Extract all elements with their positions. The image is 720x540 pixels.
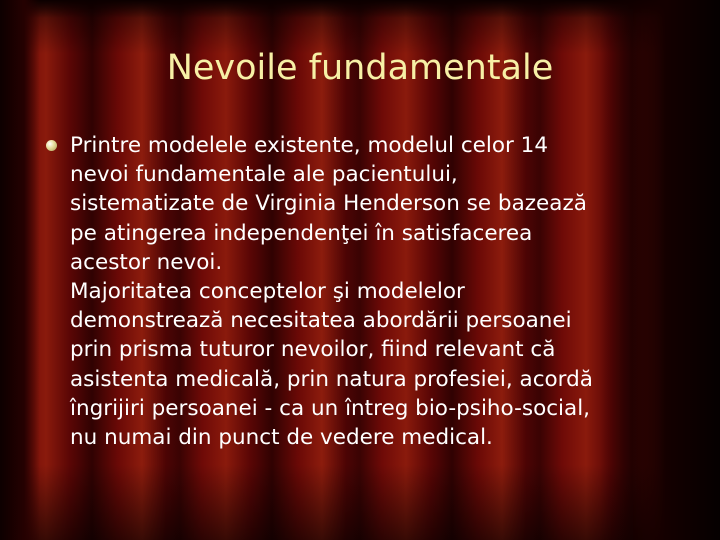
bullet-list xyxy=(44,131,684,452)
bullet-item xyxy=(44,131,684,452)
bullet-dot-icon xyxy=(46,140,57,151)
slide-title: Nevoile fundamentale xyxy=(166,48,554,88)
bullet-text: Printre modelele existente, modelul celor 14 nevoi fundamentale ale pacientului, sistematizate de Virginia Henderson se bazează pe atingerea independenţei în satisfacerea acestor nevoi. Majoritatea conceptelor şi modelelor demonstrează necesitatea abordării persoanei prin prisma tuturor nevoilor, fiind relevant că asistenta medicală, prin natura profesiei, acordă îngrijiri persoanei - ca un întreg bio-psiho-social, nu numai din punct de vedere medical. xyxy=(70,133,593,451)
